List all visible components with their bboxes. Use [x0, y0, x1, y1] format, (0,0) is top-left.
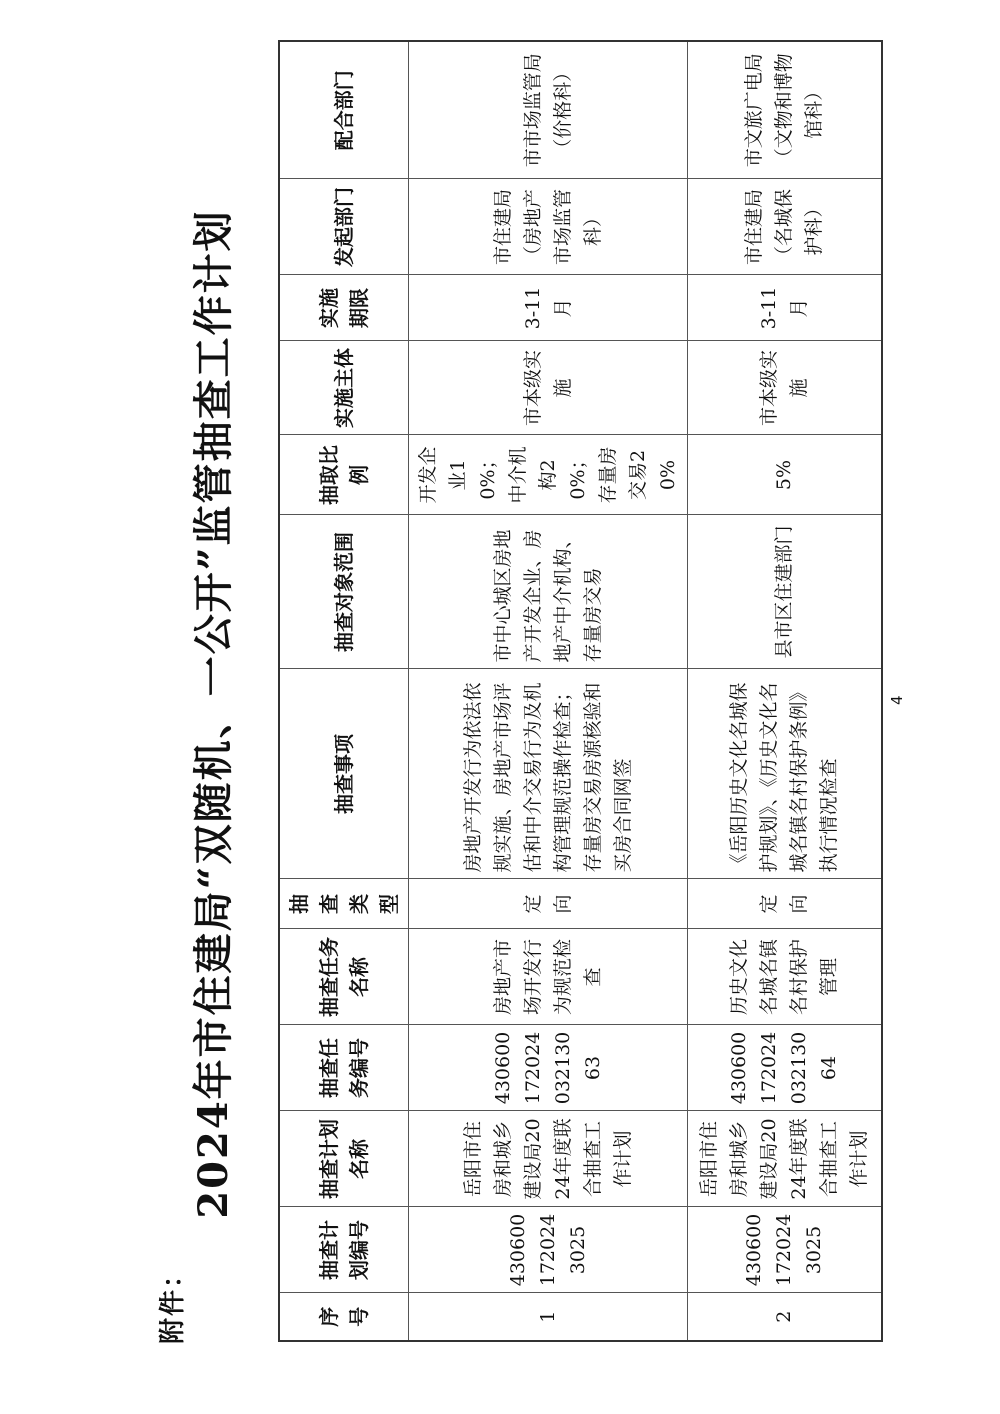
- cell-subject: 市本级实施: [409, 341, 688, 435]
- header-seq: 序号: [279, 1293, 409, 1341]
- header-period: 实施期限: [279, 275, 409, 341]
- table-row: [409, 41, 688, 1341]
- cell-task-name: 房地产市场开发行为规范检查: [409, 929, 688, 1025]
- cell-period: 3-11月: [409, 275, 688, 341]
- cell-ratio: 开发企业10%；中介机构20%；存量房交易20%: [409, 435, 688, 515]
- cell-task-name: 历史文化名城名镇名村保护管理: [688, 929, 882, 1025]
- header-type: 抽查类型: [279, 879, 409, 929]
- cell-seq: 2: [688, 1293, 882, 1341]
- cell-seq: 1: [409, 1293, 688, 1341]
- cell-subject: 市本级实施: [688, 341, 882, 435]
- table-row: [688, 41, 882, 1341]
- header-plan-name: 抽查计划名称: [279, 1111, 409, 1207]
- page-number: 4: [888, 695, 906, 705]
- inspection-plan-table: [278, 40, 883, 1342]
- cell-coop: 市文旅广电局（文物和博物馆科）: [688, 41, 882, 179]
- cell-items: 房地产开发行为依法依规实施、房地产市场评估和中介交易行为及机构管理规范操作检查；存量房交易房源核验和买房合同网签: [409, 669, 688, 879]
- cell-period: 3-11月: [688, 275, 882, 341]
- header-task-no: 抽查任务编号: [279, 1025, 409, 1111]
- cell-items: 《岳阳历史文化名城保护规划》、《历史文化名城名镇名村保护条例》执行情况检查: [688, 669, 882, 879]
- cell-initiator: 市住建局（名城保护科）: [688, 179, 882, 275]
- cell-task-no: 43060017202403213063: [409, 1025, 688, 1111]
- cell-plan-name: 岳阳市住房和城乡建设局2024年度联合抽查工作计划: [409, 1111, 688, 1207]
- cell-plan-no: 4306001720243025: [688, 1207, 882, 1293]
- header-plan-no: 抽查计划编号: [279, 1207, 409, 1293]
- header-initiator: 发起部门: [279, 179, 409, 275]
- header-scope: 抽查对象范围: [279, 515, 409, 669]
- cell-type: 定向: [409, 879, 688, 929]
- header-task-name: 抽查任务名称: [279, 929, 409, 1025]
- page-title: 2024年市住建局“双随机、一公开”监管抽查工作计划: [190, 209, 237, 1219]
- cell-ratio: 5%: [688, 435, 882, 515]
- header-items: 抽查事项: [279, 669, 409, 879]
- cell-task-no: 43060017202403213064: [688, 1025, 882, 1111]
- header-coop: 配合部门: [279, 41, 409, 179]
- cell-initiator: 市住建局（房地产市场监管科）: [409, 179, 688, 275]
- cell-plan-no: 4306001720243025: [409, 1207, 688, 1293]
- header-subject: 实施主体: [279, 341, 409, 435]
- cell-scope: 县市区住建部门: [688, 515, 882, 669]
- table-header-row: [279, 41, 409, 1341]
- header-ratio: 抽取比例: [279, 435, 409, 515]
- cell-type: 定向: [688, 879, 882, 929]
- attachment-label: 附件：: [158, 1259, 188, 1344]
- cell-coop: 市市场监管局（价格科）: [409, 41, 688, 179]
- cell-plan-name: 岳阳市住房和城乡建设局2024年度联合抽查工作计划: [688, 1111, 882, 1207]
- cell-scope: 市中心城区房地产开发企业、房地产中介机构、存量房交易: [409, 515, 688, 669]
